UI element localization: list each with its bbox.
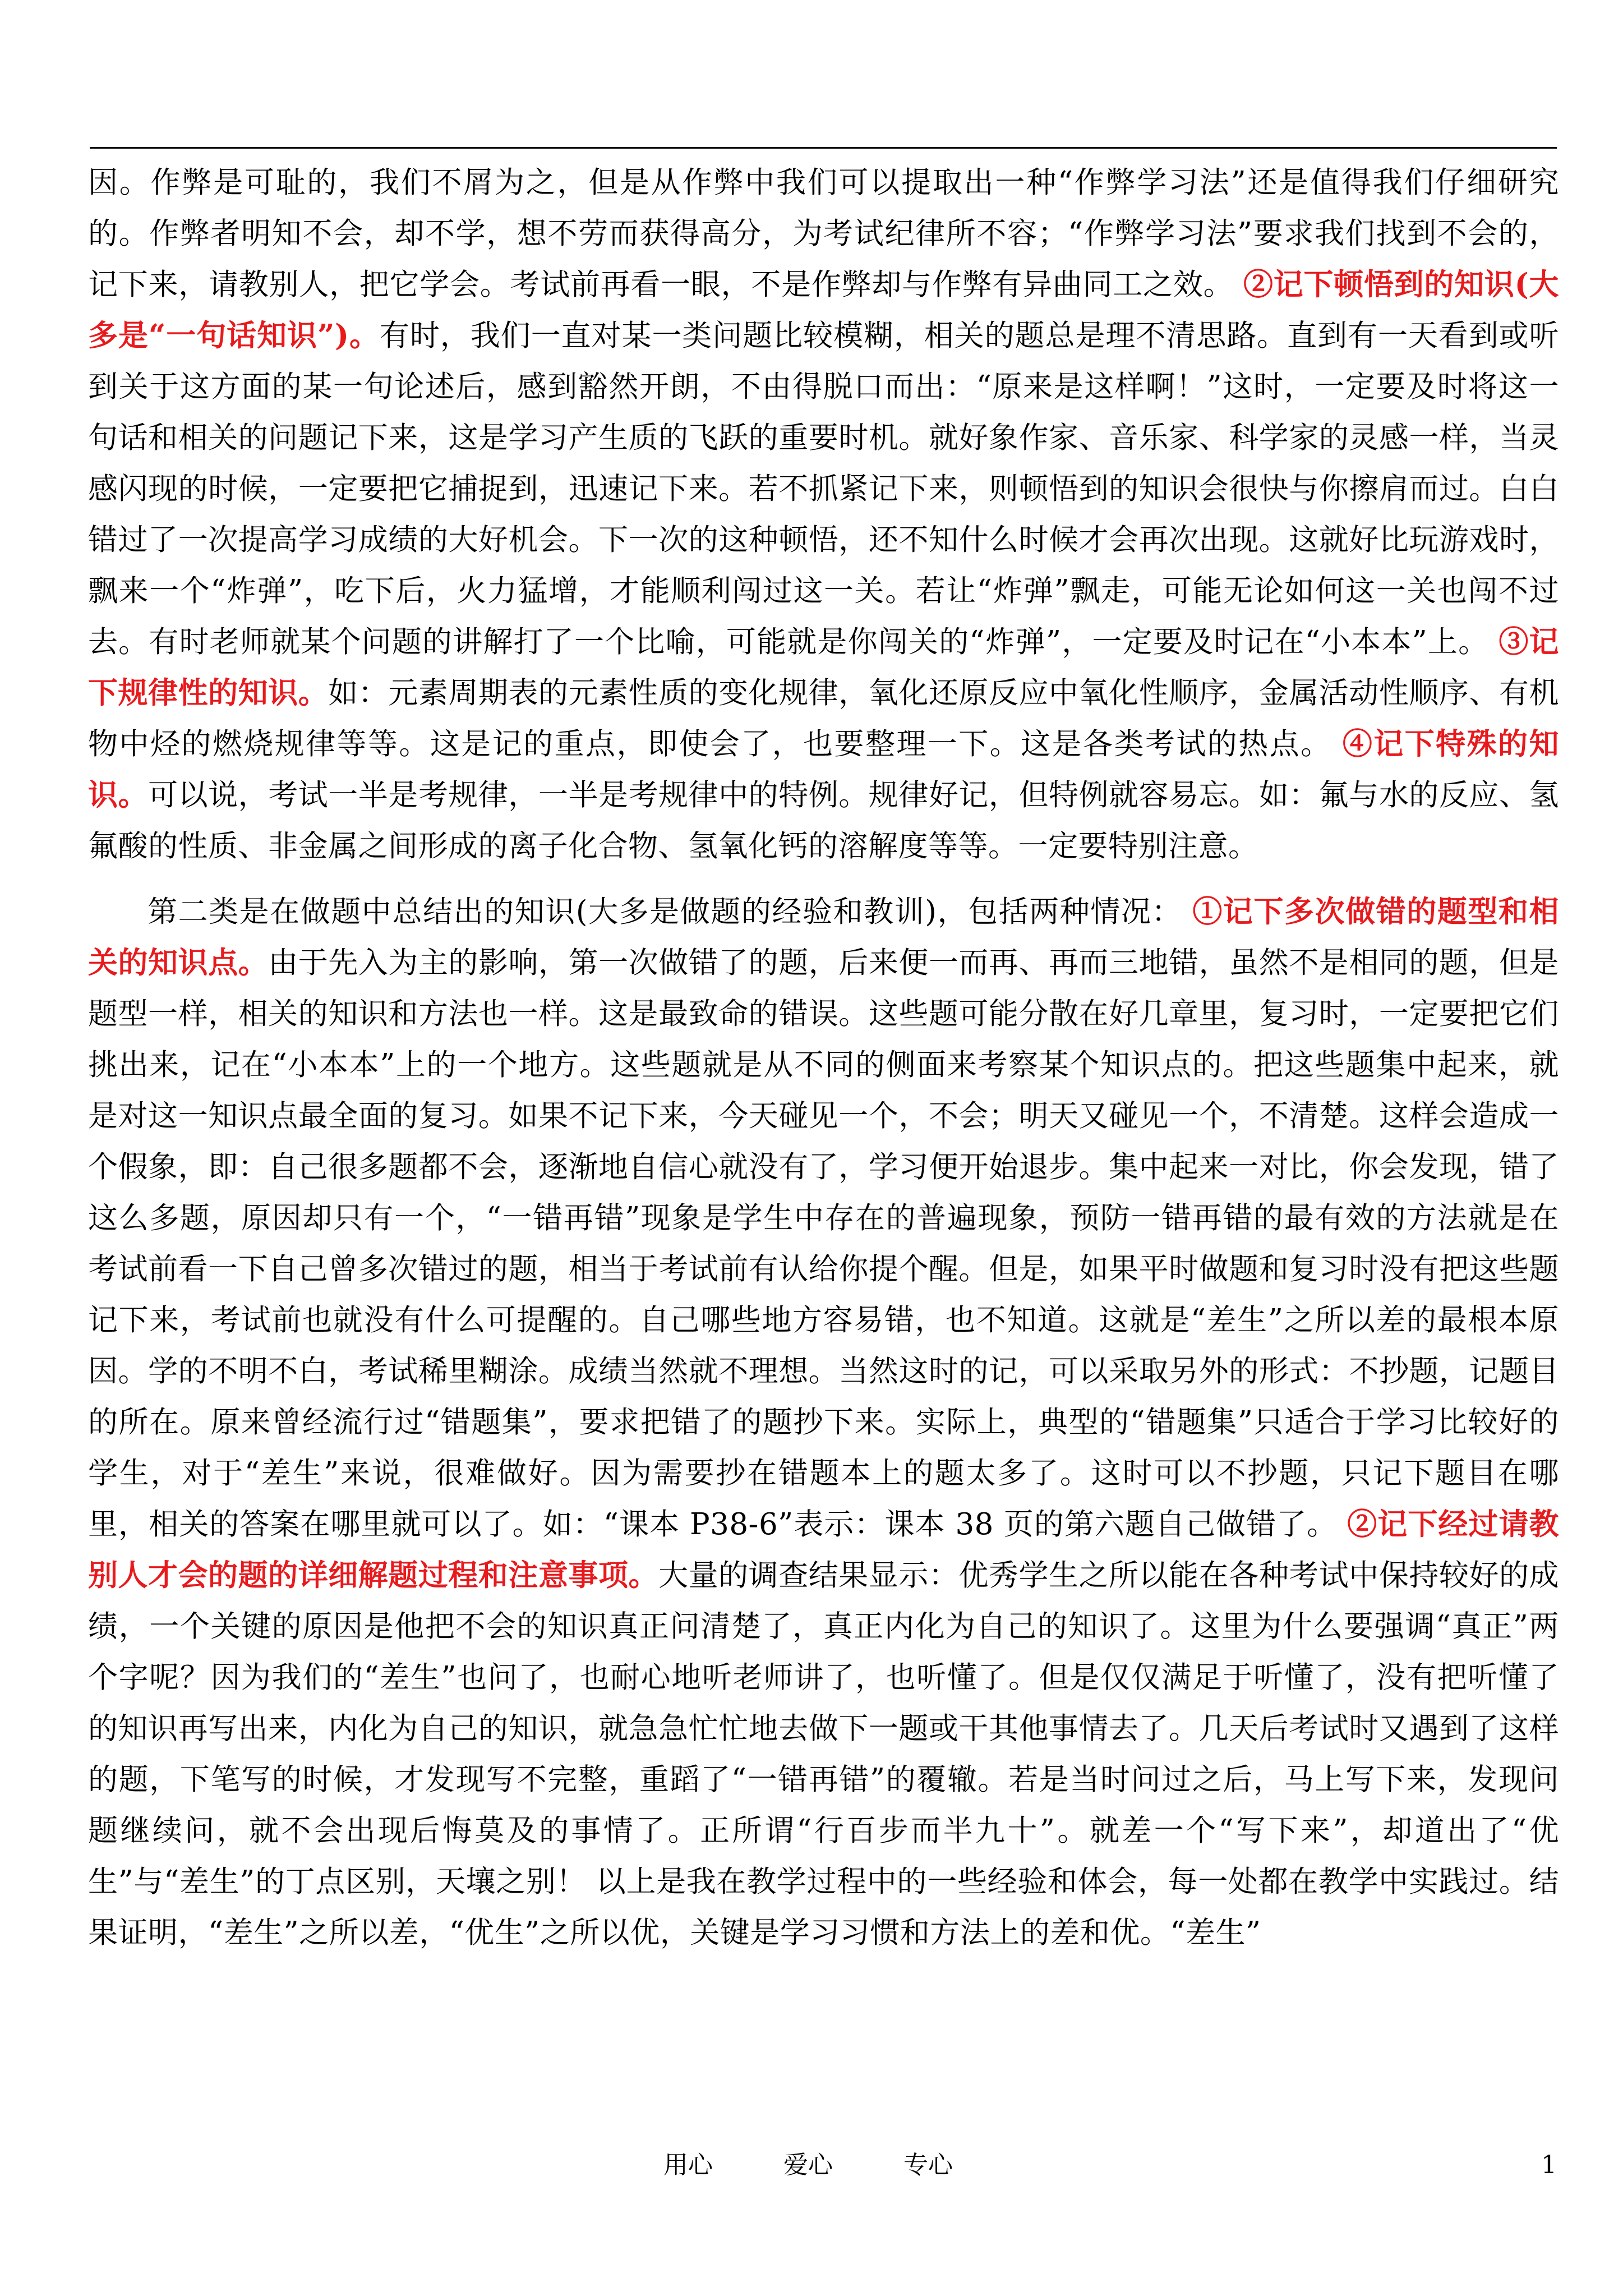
header-rule	[90, 147, 1557, 149]
emphasis-heading: ③记下规律性的知识。	[88, 624, 1559, 710]
page-number: 1	[1541, 2151, 1557, 2179]
emphasis-heading: ②记下顿悟到的知识(大多是“一句话知识”)。	[88, 267, 1559, 353]
text-run: 可以说，考试一半是考规律，一半是考规律中的特例。规律好记，但特例就容易忘。如：氟与水的反应、氢氟酸的性质、非金属之间形成的离子化合物、氢氧化钙的溶解度等等。一定要特别注意。	[88, 778, 1559, 863]
emphasis-heading: ④记下特殊的知识。	[88, 726, 1559, 812]
emphasis-heading: ①记下多次做错的题型和相关的知识点。	[88, 894, 1559, 980]
footer-motto-word: 专心	[903, 2151, 953, 2179]
text-run: 大量的调查结果显示：优秀学生之所以能在各种考试中保持较好的成绩，一个关键的原因是他把不会的知识真正问清楚了，真正内化为自己的知识了。这里为什么要强调“真正”两个字呢？因为我们的“差生”也问了，也耐心地听老师讲了，也听懂了。但是仅仅满足于听懂了，没有把听懂了的知识再写出来，内化为自己的知识，就急急忙忙地去做下一题或干其他事情去了。几天后考试时又遇到了这样的题，下笔写的时候，才发现写不完整，重蹈了“一错再错”的覆辙。若是当时问过之后，马上写下来，发现问题继续问，就不会出现后悔莫及的事情了。正所谓“行百步而半九十”。就差一个“写下来”，却道出了“优生”与“差生”的丁点区别，天壤之别！ 以上是我在教学过程中的一些经验和体会，每一处都在教学中实践过。结果证明，“差生”之所以差，“优生”之所以优，关键是学习习惯和方法上的差和优。“差生”	[88, 1558, 1559, 1950]
text-run: 有时，我们一直对某一类问题比较模糊，相关的题总是理不清思路。直到有一天看到或听到关于这方面的某一句论述后，感到豁然开朗，不由得脱口而出：“原来是这样啊！”这时，一定要及时将这一句话和相关的问题记下来，这是学习产生质的飞跃的重要时机。就好象作家、音乐家、科学家的灵感一样，当灵感闪现的时候，一定要把它捕捉到，迅速记下来。若不抓紧记下来，则顿悟到的知识会很快与你擦肩而过。白白错过了一次提高学习成绩的大好机会。下一次的这种顿悟，还不知什么时候才会再次出现。这就好比玩游戏时，飘来一个“炸弹”，吃下后，火力猛增，才能顺利闯过这一关。若让“炸弹”飘走，可能无论如何这一关也闯不过去。有时老师就某个问题的讲解打了一个比喻，可能就是你闯关的“炸弹”，一定要及时记在“小本本”上。	[88, 319, 1559, 659]
text-run: 因。作弊是可耻的，我们不屑为之，但是从作弊中我们可以提取出一种“作弊学习法”还是值得我们仔细研究的。作弊者明知不会，却不学，想不劳而获得高分，为考试纪律所不容；“作弊学习法”要求我们找到不会的，记下来，请教别人，把它学会。考试前再看一眼，不是作弊却与作弊有异曲同工之效。	[88, 165, 1559, 302]
footer-motto	[663, 2148, 953, 2182]
paragraph-2	[88, 886, 1559, 1958]
paragraph-1	[88, 157, 1559, 872]
emphasis-heading: ②记下经过请教别人才会的题的详细解题过程和注意事项。	[88, 1507, 1560, 1593]
text-run: 由于先入为主的影响，第一次做错了的题，后来便一而再、再而三地错，虽然不是相同的题，但是题型一样，相关的知识和方法也一样。这是最致命的错误。这些题可能分散在好几章里，复习时，一定要把它们挑出来，记在“小本本”上的一个地方。这些题就是从不同的侧面来考察某个知识点的。把这些题集中起来，就是对这一知识点最全面的复习。如果不记下来，今天碰见一个，不会；明天又碰见一个，不清楚。这样会造成一个假象，即：自己很多题都不会，逐渐地自信心就没有了，学习便开始退步。集中起来一对比，你会发现，错了这么多题，原因却只有一个，“一错再错”现象是学生中存在的普遍现象，预防一错再错的最有效的方法就是在考试前看一下自己曾多次错过的题，相当于考试前有认给你提个醒。但是，如果平时做题和复习时没有把这些题记下来，考试前也就没有什么可提醒的。自己哪些地方容易错，也不知道。这就是“差生”之所以差的最根本原因。学的不明不白，考试稀里糊涂。成绩当然就不理想。当然这时的记，可以采取另外的形式：不抄题，记题目的所在。原来曾经流行过“错题集”，要求把错了的题抄下来。实际上，典型的“错题集”只适合于学习比较好的学生，对于“差生”来说，很难做好。因为需要抄在错题本上的题太多了。这时可以不抄题，只记下题目在哪里，相关的答案在哪里就可以了。如：“课本 P38-6”表示：课本 38 页的第六题自己做错了。	[88, 946, 1559, 1542]
document-body	[88, 157, 1559, 1958]
text-run: 第二类是在做题中总结出的知识(大多是做题的经验和教训)，包括两种情况：	[147, 895, 1193, 929]
text-run: 如：元素周期表的元素性质的变化规律，氧化还原反应中氧化性顺序，金属活动性顺序、有机物中烃的燃烧规律等等。这是记的重点，即使会了，也要整理一下。这是各类考试的热点。	[88, 676, 1559, 761]
footer-motto-word: 爱心	[783, 2151, 833, 2179]
footer-motto-word: 用心	[663, 2151, 713, 2179]
